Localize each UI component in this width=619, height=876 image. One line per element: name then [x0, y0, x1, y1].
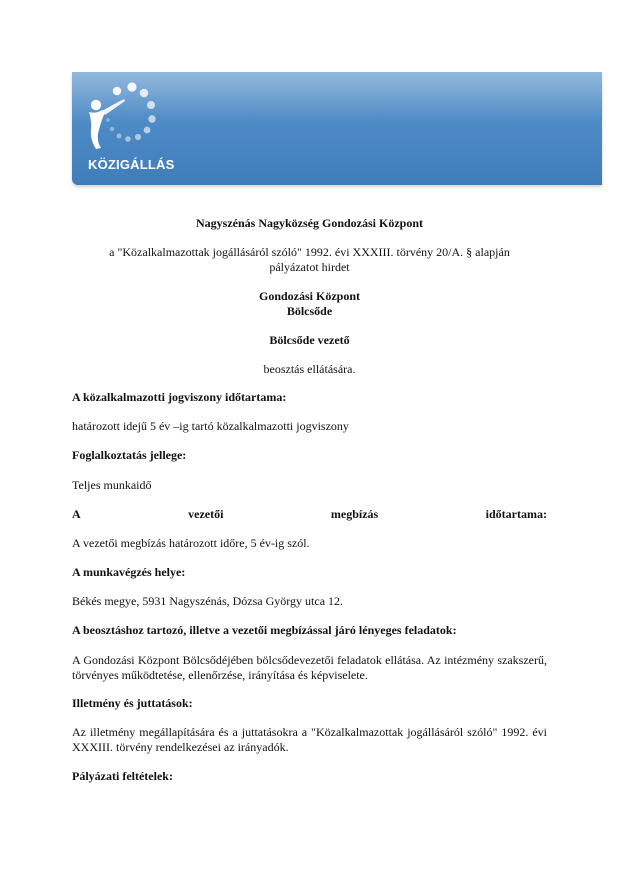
employment-text: Teljes munkaidő: [72, 478, 152, 492]
intro-line-1: a "Közalkalmazottak jogállásáról szóló" 1992. évi XXXIII. törvény 20/A. § alapján: [109, 245, 510, 259]
employment-heading: Foglalkoztatás jellege:: [72, 448, 187, 462]
workplace-heading: A munkavégzés helye:: [72, 565, 186, 579]
mandate-heading: [72, 507, 547, 522]
salary-heading: Illetmény és juttatások:: [72, 696, 193, 710]
mandate-heading-word: megbízás: [330, 507, 379, 521]
kozigallas-logo-text: KÖZIGÁLLÁS: [88, 157, 175, 172]
kozigallas-banner: [72, 72, 602, 185]
intro-line-2: pályázatot hirdet: [269, 260, 350, 274]
position-suffix: beosztás ellátására.: [263, 362, 356, 376]
duration-text: határozott idejű 5 év –ig tartó közalkalmazotti jogviszony: [72, 419, 349, 433]
mandate-text: A vezetői megbízás határozott időre, 5 év-ig szól.: [72, 536, 310, 550]
organization-title: Nagyszénás Nagyközség Gondozási Központ: [195, 216, 423, 230]
mandate-heading-word: vezetői: [188, 507, 224, 521]
conditions-heading: Pályázati feltételek:: [72, 769, 173, 783]
position-title: Bölcsőde vezető: [269, 333, 350, 347]
unit-line-2: Bölcsőde: [286, 304, 333, 318]
duties-heading: A beosztáshoz tartozó, illetve a vezetői megbízással járó lényeges feladatok:: [72, 623, 457, 637]
salary-text: Az illetmény megállapítására és a juttatásokra a "Közalkalmazottak jogállásáról szóló" 1992. évi XXXIII. törvény rendelkezései az irányadók.: [72, 725, 547, 754]
unit-line-1: Gondozási Központ: [258, 289, 360, 303]
duration-heading: A közalkalmazotti jogviszony időtartama:: [72, 390, 287, 404]
workplace-text: Békés megye, 5931 Nagyszénás, Dózsa György utca 12.: [72, 594, 344, 608]
mandate-heading-word: időtartama:: [485, 507, 547, 521]
mandate-heading-word: A: [72, 507, 81, 521]
duties-text: A Gondozási Központ Bölcsődéjében bölcsődevezetői feladatok ellátása. Az intézmény szakszerű, törvényes működtetése, ellenőrzése, irányítása és képviselete.: [72, 653, 547, 682]
